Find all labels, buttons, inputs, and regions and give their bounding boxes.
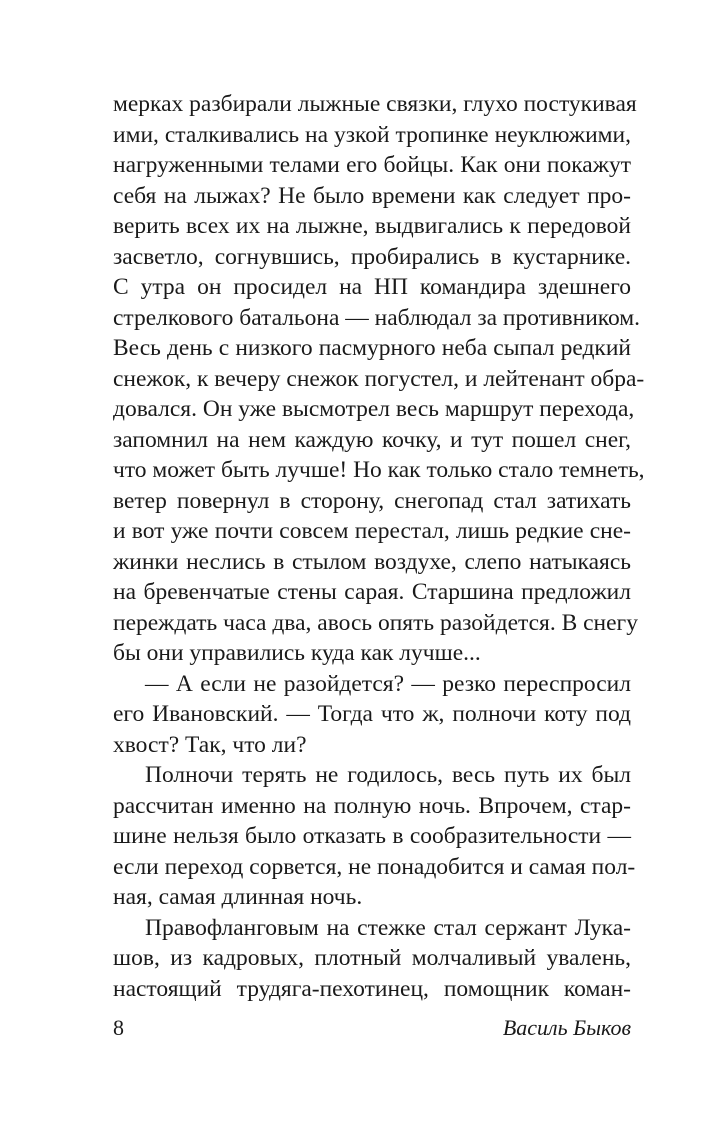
text-line: его Ивановский. — Тогда что ж, полночи коту под (113, 701, 631, 727)
text-line: себя на лыжах? Не было времени как следует про- (113, 182, 631, 209)
text-line: засветло, согнувшись, пробирались в кустарнике. (113, 243, 631, 270)
text-line: что может быть лучше! Но как только стало темнеть, (113, 457, 645, 483)
text-line: нагруженными телами его бойцы. Как они покажут (113, 152, 631, 178)
text-line: и вот уже почти совсем перестал, лишь редкие сне- (113, 518, 631, 544)
text-line: шов, из кадровых, плотный молчаливый увалень, (113, 945, 631, 971)
text-line: С утра он просидел на НП командира здешнего (113, 274, 631, 300)
text-line: рассчитан именно на полную ночь. Впрочем, стар- (113, 792, 631, 819)
text-line: переждать часа два, авось опять разойдется. В снегу (113, 609, 638, 636)
text-line: Весь день с низкого пасмурного неба сыпал редкий (113, 335, 631, 361)
running-footer-author: Василь Быков (502, 1015, 631, 1040)
text-line: — А если не разойдется? — резко переспросил (145, 670, 631, 697)
text-line: запомнил на нем каждую кочку, и тут пошел снег, (113, 426, 631, 453)
page-number: 8 (113, 1015, 124, 1040)
text-line: Полночи терять не годилось, весь путь их был (145, 762, 631, 788)
text-line: довался. Он уже высмотрел весь маршрут перехода, (113, 396, 635, 422)
text-line: на бревенчатые стены сарая. Старшина предложил (113, 579, 631, 605)
text-line: стрелкового батальона — наблюдал за противником. (113, 304, 641, 331)
text-line: ная, самая длинная ночь. (113, 884, 363, 910)
text-line: шине нельзя было отказать в сообразительности — (113, 823, 631, 849)
text-line: если переход сорвется, не понадобится и самая пол- (113, 853, 636, 880)
text-line: бы они управились куда как лучше... (113, 640, 481, 666)
text-line: жинки неслись в стылом воздухе, слепо натыкаясь (113, 548, 631, 575)
text-line: верить всех их на лыжне, выдвигались к передовой (113, 213, 631, 239)
text-line: ими, сталкивались на узкой тропинке неуклюжими, (113, 121, 631, 148)
text-line: хвост? Так, что ли? (113, 731, 307, 758)
text-line: мерках разбирали лыжные связки, глухо постукивая (113, 91, 637, 117)
text-line: Правофланговым на стежке стал сержант Лука- (145, 914, 631, 941)
text-line: снежок, к вечеру снежок погустел, и лейтенант обра- (113, 365, 645, 392)
text-line: ветер повернул в сторону, снегопад стал затихать (113, 487, 631, 514)
text-line: настоящий трудяга-пехотинец, помощник коман- (113, 975, 631, 1002)
